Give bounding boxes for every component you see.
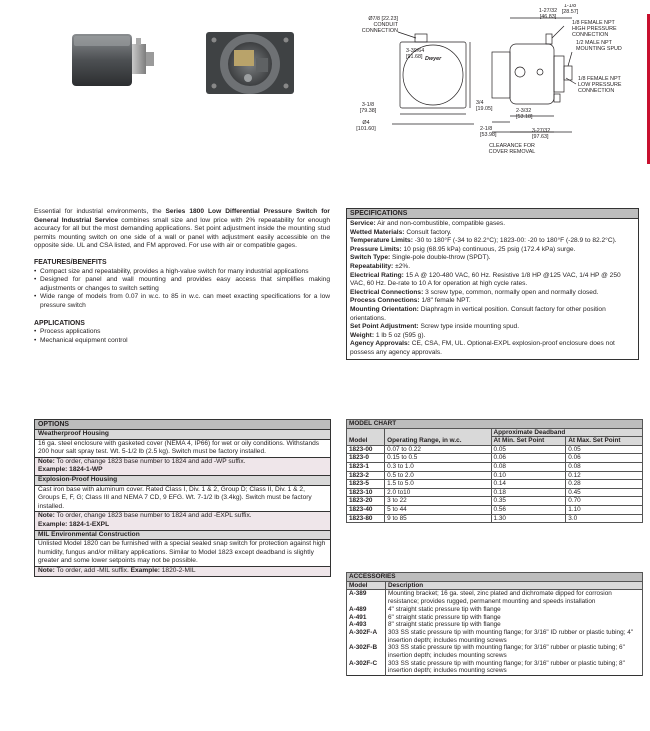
table-row (347, 445, 643, 454)
table-cell: 0.70 (566, 497, 643, 506)
accessory-description: 8" straight static pressure tip with flange (386, 621, 643, 629)
width-dim-1: 3-1/8 [79.38] (359, 102, 377, 114)
accessory-description: 303 SS static pressure tip with mounting flange; for 3/16" rubber or plastic tubing; 6" insertion depth; includes mounting screws (386, 644, 643, 659)
table-cell: 0.28 (566, 480, 643, 489)
table-row (347, 471, 643, 480)
model-column-header: Model (347, 428, 385, 445)
weatherproof-heading: Weatherproof Housing (35, 430, 330, 440)
high-pressure-label: 1/8 FEMALE NPT HIGH PRESSURE CONNECTION (572, 20, 617, 38)
table-cell: 9 to 85 (385, 514, 491, 523)
accessory-description: 4" straight static pressure tip with flange (386, 606, 643, 614)
table-cell: 1823-80 (347, 514, 385, 523)
applications-list (34, 328, 330, 345)
top-dim-2: 1-1/8 [28.57] (561, 4, 579, 15)
table-cell: 0.06 (491, 454, 566, 463)
dim-218: 2-1/8 [53.98] (480, 126, 497, 138)
table-cell: 1823-0 (347, 454, 385, 463)
table-row (347, 462, 643, 471)
spec-item: Temperature Limits: -30 to 180°F (-34 to 82.2°C); 1823-00: -20 to 180°F (-28.9 to 82.2°C). (350, 237, 617, 245)
table-row (347, 614, 643, 622)
model-chart-heading: MODEL CHART (347, 420, 643, 429)
table-row (347, 629, 643, 644)
spec-item: Electrical Rating: 15 A @ 120-480 VAC, 60 Hz. Resistive 1/8 HP @125 VAC, 1/4 HP @ 250 VAC, 60 Hz. De-rate to 10 A for operation at high cycle rates. (350, 271, 621, 288)
table-row (347, 621, 643, 629)
table-cell: 1.10 (566, 505, 643, 514)
table-cell: 1823-10 (347, 488, 385, 497)
table-cell: 5 to 44 (385, 505, 491, 514)
intro-paragraph: Essential for industrial environments, the Series 1800 Low Differential Pressure Switch for General Industrial Service combines small size and low price with 2% repeatability for enough accuracy for all but the most demanding applications. Set point adjustment inside the mounting stud permits mounting switch on one side of a wall or panel with adjustment easily accessible on the opposite side. UL and CSA listed, and FM approved. For use with air or compatible gages. (34, 208, 330, 250)
table-cell: 0.5 to 2.0 (385, 471, 491, 480)
table-row (347, 590, 643, 606)
table-row (347, 644, 643, 659)
features-heading: FEATURES/BENEFITS (34, 258, 107, 266)
accessory-model: A-302F-B (347, 644, 386, 659)
table-row (347, 514, 643, 523)
spud-label: 1/2 MALE NPT MOUNTING SPUD (576, 40, 622, 52)
options-box (34, 419, 331, 577)
spec-item: Pressure Limits: 10 psig (68.95 kPa) continuous, 25 psig (172.4 kPa) surge. (350, 245, 576, 253)
accessory-model: A-489 (347, 606, 386, 614)
options-heading: OPTIONS (35, 420, 330, 430)
table-cell: 1.30 (491, 514, 566, 523)
top-dim-1: 1-27/32 [46.83] (538, 8, 558, 20)
product-photo-side (62, 30, 162, 92)
max-column-header: At Max. Set Point (566, 437, 643, 446)
spec-item: Switch Type: Single-pole double-throw (SPDT). (350, 254, 491, 262)
product-photo-front (200, 28, 300, 100)
intro-section (34, 208, 330, 345)
table-row (347, 606, 643, 614)
list-item: • Wide range of models from 0.07 in w.c. to 85 in w.c. can meet exacting specifications for a low pressure switch (34, 293, 330, 310)
accessory-model: A-389 (347, 590, 386, 606)
range-column-header: Operating Range, in w.c. (385, 428, 491, 445)
table-cell: 0.45 (566, 488, 643, 497)
spec-item: Wetted Materials: Consult factory. (350, 228, 452, 236)
width-dim-2: Ø4 [101.60] (356, 120, 376, 132)
explosion-proof-text: Cast iron base with aluminum cover. Rated Class I, Div. 1 & 2, Group D; Class II, Div. 1 & 2, Groups E, F, G; Class III and NEMA 7 CD, 9 EFG. Wt. 7-1/2 lb (3.4kg). Switch must be factory installed. (35, 486, 330, 513)
specifications-body (347, 219, 638, 359)
clearance-label: CLEARANCE FOR COVER REMOVAL (488, 143, 536, 155)
table-row (347, 480, 643, 489)
table-cell: 2.0 to10 (385, 488, 491, 497)
accessory-description: Mounting bracket; 16 ga. steel, zinc plated and dichromate dipped for corrosion resistance; provides rugged, permanent mounting and speeds installation (386, 590, 643, 606)
dim-34: 3/4 [19.05] (476, 100, 493, 112)
height-dim: 3-39/64 [91.68] (406, 48, 425, 60)
table-cell: 1823-20 (347, 497, 385, 506)
table-row (347, 505, 643, 514)
table-cell: 1823-1 (347, 462, 385, 471)
dim-3732: 3-27/32 [97.63] (532, 128, 551, 140)
table-cell: 0.06 (566, 454, 643, 463)
spec-item: Mounting Orientation: Diaphragm in vertical position. Consult factory for other position orientations. (350, 305, 606, 322)
accessory-description: 303 SS static pressure tip with mounting flange; for 3/16" ID rubber or plastic tubing; 4" insertion depth; includes mounting screws (386, 629, 643, 644)
dim-2332: 2-3/32 [53.18] (516, 108, 533, 120)
accessory-model: A-302F-C (347, 660, 386, 676)
mil-note: Note: To order, add -MIL suffix. Example: 1820-2-MIL (35, 567, 330, 576)
table-cell: 3 to 22 (385, 497, 491, 506)
table-cell: 0.56 (491, 505, 566, 514)
accessory-model: A-302F-A (347, 629, 386, 644)
features-list (34, 268, 330, 311)
low-pressure-label: 1/8 FEMALE NPT LOW PRESSURE CONNECTION (578, 76, 622, 94)
dimension-drawing (340, 4, 640, 164)
specifications-box (346, 208, 639, 360)
mil-text: Unlisted Model 1820 can be furnished with a special sealed snap switch for protection against high humidity, fungus and/or military applications. Similar to Model 1823 except deadband is slightly greater and some lower setpoints may not be possible. (35, 540, 330, 567)
accessories-table (346, 572, 643, 676)
model-chart (346, 419, 643, 523)
weatherproof-note: Note: To order, change 1823 base number to 1824 and add -WP suffix. Example: 1824-1-WP (35, 458, 330, 476)
table-row (347, 488, 643, 497)
table-cell: 0.05 (491, 445, 566, 454)
list-item: • Process applications (34, 328, 330, 337)
table-cell: 0.14 (491, 480, 566, 489)
accessory-model: A-491 (347, 614, 386, 622)
accessory-description: 303 SS static pressure tip with mounting flange; for 3/16" rubber or plastic tubing; 8" insertion depth; includes mounting screws (386, 660, 643, 676)
weatherproof-text: 16 ga. steel enclosure with gasketed cover (NEMA 4, IP66) for wet or oily conditions. Withstands 200 hour salt spray test. Wt. 5-1/2 lb (2.5 kg). Switch must be factory installed. (35, 440, 330, 458)
table-cell: 0.10 (491, 471, 566, 480)
table-cell: 0.08 (566, 462, 643, 471)
accessory-model: A-493 (347, 621, 386, 629)
spec-item: Electrical Connections: 3 screw type, common, normally open and normally closed. (350, 288, 599, 296)
spec-item: Repeatability: ±2%. (350, 262, 411, 270)
table-row (347, 454, 643, 463)
table-cell: 0.15 to 0.5 (385, 454, 491, 463)
acc-desc-header: Description (386, 581, 643, 590)
specifications-heading: SPECIFICATIONS (347, 209, 638, 219)
table-cell: 3.0 (566, 514, 643, 523)
explosion-proof-heading: Explosion-Proof Housing (35, 476, 330, 486)
table-cell: 0.35 (491, 497, 566, 506)
table-cell: 0.08 (491, 462, 566, 471)
spec-item: Agency Approvals: CE, CSA, FM, UL. Optional-EXPL explosion-proof enclosure does not possess any agency approvals. (350, 340, 615, 356)
accessory-description: 6" straight static pressure tip with flange (386, 614, 643, 622)
acc-model-header: Model (347, 581, 386, 590)
conduit-label: Ø7/8 [22.23] CONDUIT CONNECTION (361, 16, 398, 34)
mil-heading: MIL Environmental Construction (35, 531, 330, 541)
list-item: • Compact size and repeatability, provides a high-value switch for many industrial applications (34, 268, 330, 277)
min-column-header: At Min. Set Point (491, 437, 566, 446)
deadband-column-header: Approximate Deadband (491, 428, 642, 437)
spec-item: Weight: 1 lb 5 oz (595 g). (350, 331, 426, 339)
table-row (347, 660, 643, 676)
table-cell: 0.12 (566, 471, 643, 480)
table-cell: 0.05 (566, 445, 643, 454)
table-cell: 0.3 to 1.0 (385, 462, 491, 471)
table-cell: 1823-40 (347, 505, 385, 514)
table-cell: 1.5 to 5.0 (385, 480, 491, 489)
list-item: • Designed for panel and wall mounting and provides easy access that simplifies making adjustments or changes to switch setting (34, 276, 330, 293)
table-cell: 0.07 to 0.22 (385, 445, 491, 454)
spec-item: Process Connections: 1/8" female NPT. (350, 297, 471, 305)
accessories-heading: ACCESSORIES (347, 573, 643, 582)
table-cell: 0.18 (491, 488, 566, 497)
explosion-proof-note: Note: To order, change 1823 base number to 1824 and add -EXPL suffix. Example: 1824-1-EXPL (35, 512, 330, 530)
applications-heading: APPLICATIONS (34, 319, 85, 327)
table-cell: 1823-00 (347, 445, 385, 454)
table-cell: 1823-2 (347, 471, 385, 480)
table-cell: 1823-5 (347, 480, 385, 489)
spec-item: Service: Air and non-combustible, compatible gases. (350, 220, 506, 227)
list-item: • Mechanical equipment control (34, 337, 330, 346)
table-row (347, 497, 643, 506)
drawing-logo: Dwyer (425, 56, 442, 62)
spec-item: Set Point Adjustment: Screw type inside mounting spud. (350, 323, 520, 331)
